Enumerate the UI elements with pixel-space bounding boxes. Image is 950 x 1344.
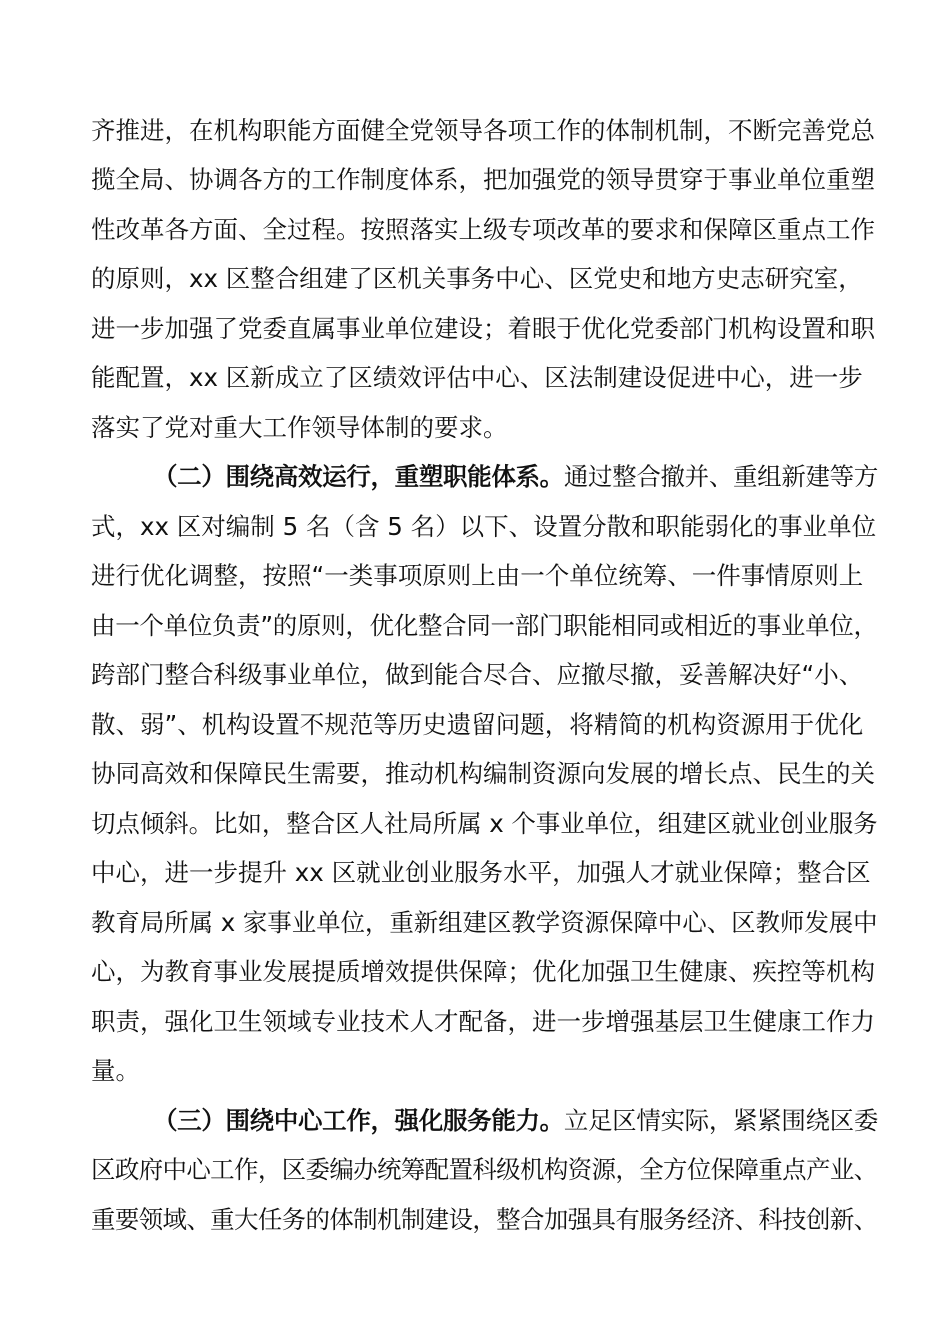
paragraph-2-line-2: 式，xx 区对编制 5 名（含 5 名）以下、设置分散和职能弱化的事业单位	[91, 512, 877, 541]
paragraph-1-line-4: 的原则，xx 区整合组建了区机关事务中心、区党史和地方史志研究室，	[91, 264, 863, 293]
paragraph-2-line-9: 中心，进一步提升 xx 区就业创业服务水平，加强人才就业保障；整合区	[91, 858, 871, 887]
paragraph-2-line-8: 切点倾斜。比如，整合区人社局所属 x 个事业单位，组建区就业创业服务	[91, 809, 878, 838]
paragraph-1-line-2: 揽全局、协调各方的工作制度体系，把加强党的领导贯穿于事业单位重塑	[91, 165, 875, 194]
paragraph-1-line-6: 能配置，xx 区新成立了区绩效评估中心、区法制建设促进中心，进一步	[91, 363, 863, 392]
paragraph-3-first-line	[153, 1096, 878, 1145]
paragraph-2-line-11: 心，为教育事业发展提质增效提供保障；优化加强卫生健康、疾控等机构	[91, 957, 875, 986]
paragraph-2-first-line-text: 通过整合撤并、重组新建等方	[563, 462, 879, 491]
paragraph-2-line-5: 跨部门整合科级事业单位，做到能合尽合、应撤尽撤，妥善解决好“小、	[91, 660, 864, 689]
paragraph-2-line-7: 协同高效和保障民生需要，推动机构编制资源向发展的增长点、民生的关	[91, 759, 875, 788]
paragraph-2-line-12: 职责，强化卫生领域专业技术人才配备，进一步增强基层卫生健康工作力	[91, 1007, 875, 1036]
paragraph-1-line-7: 落实了党对重大工作领导体制的要求。	[91, 413, 508, 442]
paragraph-1-line-5: 进一步加强了党委直属事业单位建设；着眼于优化党委部门机构设置和职	[91, 314, 875, 343]
paragraph-2-line-10: 教育局所属 x 家事业单位，重新组建区教学资源保障中心、区教师发展中	[91, 908, 878, 937]
paragraph-3-heading: （三）围绕中心工作，强化服务能力。	[153, 1106, 564, 1135]
paragraph-2-line-3: 进行优化调整，按照“一类事项原则上由一个单位统筹、一件事情原则上	[91, 561, 864, 590]
paragraph-2-first-line	[153, 452, 878, 501]
paragraph-3-line-2: 区政府中心工作，区委编办统筹配置科级机构资源，全方位保障重点产业、	[91, 1155, 878, 1184]
paragraph-2-heading: （二）围绕高效运行，重塑职能体系。	[153, 462, 564, 491]
paragraph-2-line-13: 量。	[91, 1056, 140, 1085]
paragraph-1-line-1: 齐推进，在机构职能方面健全党领导各项工作的体制机制，不断完善党总	[91, 116, 875, 145]
paragraph-3-line-3: 重要领域、重大任务的体制机制建设，整合加强具有服务经济、科技创新、	[91, 1205, 878, 1234]
paragraph-1-line-3: 性改革各方面、全过程。按照落实上级专项改革的要求和保障区重点工作	[91, 215, 875, 244]
paragraph-2-line-6: 散、弱”、机构设置不规范等历史遗留问题，将精简的机构资源用于优化	[91, 710, 864, 739]
paragraph-2-line-4: 由一个单位负责”的原则，优化整合同一部门职能相同或相近的事业单位，	[91, 611, 878, 640]
paragraph-3-first-line-text: 立足区情实际，紧紧围绕区委	[563, 1106, 879, 1135]
